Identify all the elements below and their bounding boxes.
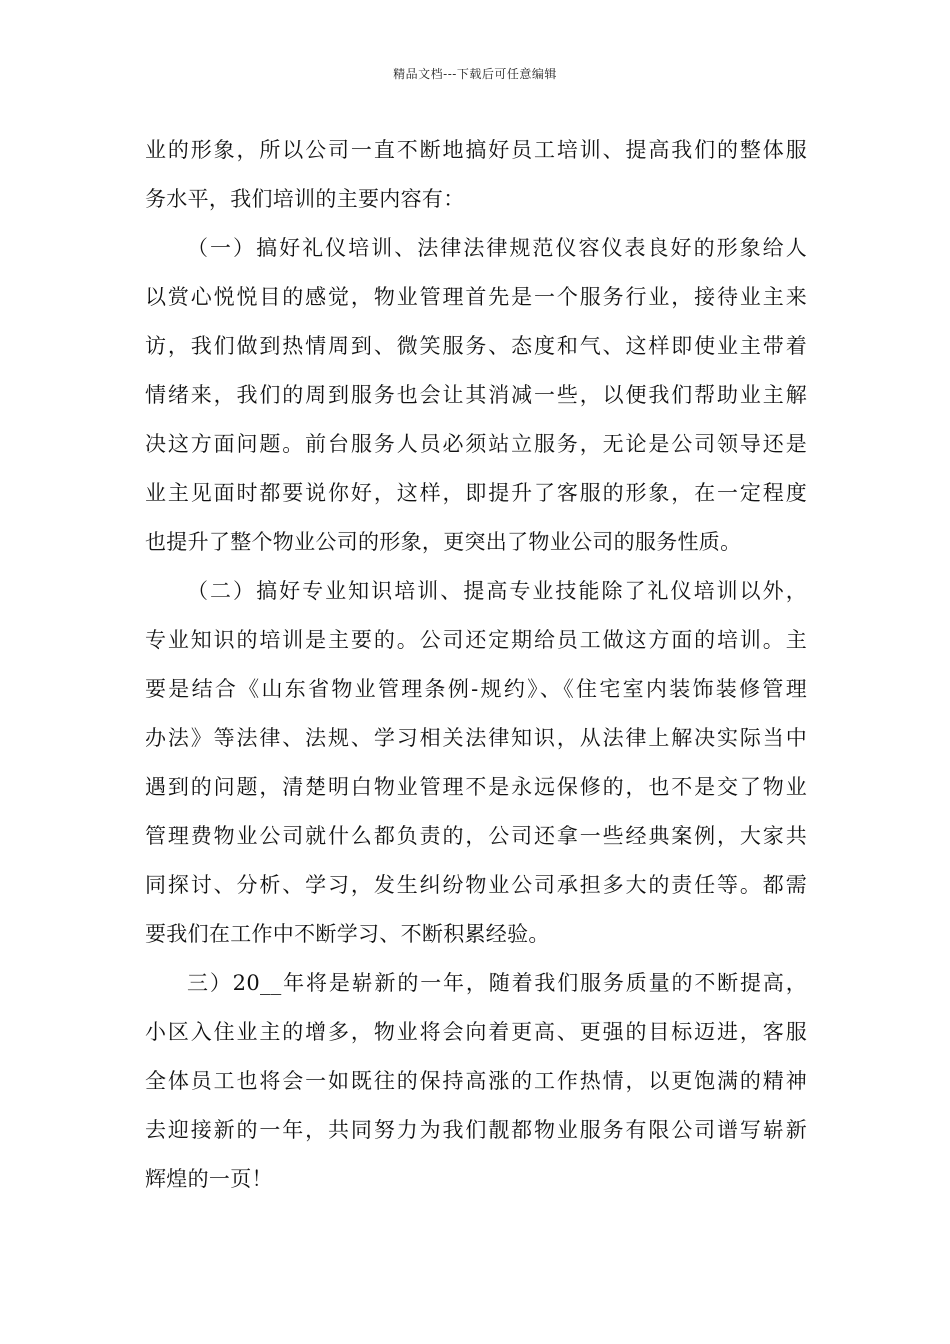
text-line: 办法》等法律、法规、学习相关法律知识，从法律上解决实际当中 xyxy=(145,726,807,750)
paragraph-3 xyxy=(145,567,807,959)
document-body xyxy=(145,126,807,1204)
text-line: （二）搞好专业知识培训、提高专业技能除了礼仪培训以外， xyxy=(187,579,807,603)
text-line: 情绪来，我们的周到服务也会让其消减一些，以便我们帮助业主解 xyxy=(145,383,807,407)
paragraph-4 xyxy=(145,959,807,1204)
text-line: 同探讨、分析、学习，发生纠纷物业公司承担多大的责任等。都需 xyxy=(145,873,807,897)
text-line: 以赏心悦悦目的感觉，物业管理首先是一个服务行业，接待业主来 xyxy=(145,285,807,309)
text-line: 业主见面时都要说你好，这样，即提升了客服的形象，在一定程度 xyxy=(145,481,807,505)
text-line: 管理费物业公司就什么都负责的，公司还拿一些经典案例，大家共 xyxy=(145,824,807,848)
text-line: 决这方面问题。前台服务人员必须站立服务，无论是公司领导还是 xyxy=(145,432,807,456)
text-line: （一）搞好礼仪培训、法律法律规范仪容仪表良好的形象给人 xyxy=(187,236,807,260)
paragraph-2 xyxy=(145,224,807,567)
text-line: 遇到的问题，清楚明白物业管理不是永远保修的，也不是交了物业 xyxy=(145,775,807,799)
text-line: 务水平，我们培训的主要内容有： xyxy=(145,187,465,211)
text-line: 辉煌的一页！ xyxy=(145,1167,273,1191)
text-line: 三）20__年将是崭新的一年，随着我们服务质量的不断提高， xyxy=(187,971,807,995)
page-header: 精品文档---下载后可任意编辑 xyxy=(393,67,557,81)
text-line: 全体员工也将会一如既往的保持高涨的工作热情，以更饱满的精神 xyxy=(145,1069,807,1093)
text-line: 小区入住业主的增多，物业将会向着更高、更强的目标迈进，客服 xyxy=(145,1020,807,1044)
text-line: 去迎接新的一年，共同努力为我们靓都物业服务有限公司谱写崭新 xyxy=(145,1118,807,1142)
text-line: 也提升了整个物业公司的形象，更突出了物业公司的服务性质。 xyxy=(145,530,742,554)
text-line: 业的形象，所以公司一直不断地搞好员工培训、提高我们的整体服 xyxy=(145,138,807,162)
text-line: 要是结合《山东省物业管理条例-规约》、《住宅室内装饰装修管理 xyxy=(145,677,807,701)
text-line: 要我们在工作中不断学习、不断积累经验。 xyxy=(145,922,550,946)
text-line: 访，我们做到热情周到、微笑服务、态度和气、这样即使业主带着 xyxy=(145,334,807,358)
paragraph-1 xyxy=(145,126,807,224)
text-line: 专业知识的培训是主要的。公司还定期给员工做这方面的培训。主 xyxy=(145,628,807,652)
